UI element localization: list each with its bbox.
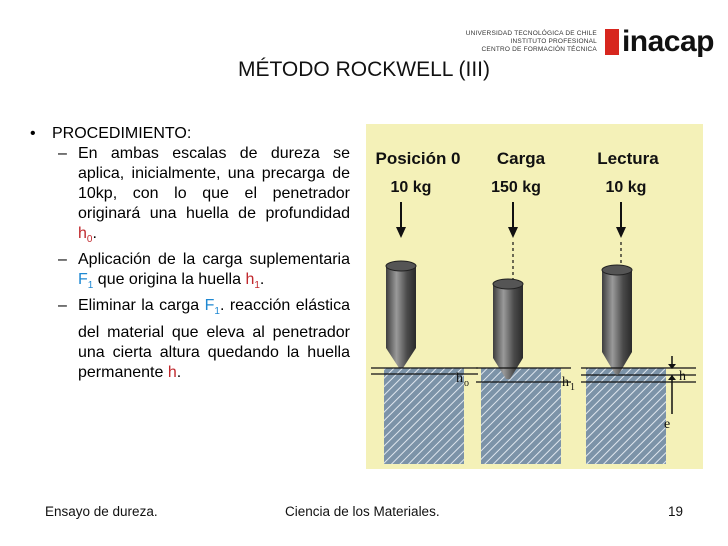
university-line: UNIVERSIDAD TECNOLÓGICA DE CHILE [465,30,597,37]
var-f: F [204,297,215,315]
sub-item-mid: que origina la huella [93,271,246,289]
var-sub: 0 [86,234,93,246]
bullet-procedimiento [30,124,350,144]
var-f: F [78,271,88,289]
sub-item-text: En ambas escalas de dureza se aplica, inicialmente, una precarga de 10kp, con lo que el penetrador originará una huella de profundidad [78,145,350,222]
footer-center: Ciencia de los Materiales. [285,504,440,519]
stage-title: Lectura [597,149,659,168]
load-arrow [396,202,406,238]
stage-load: 10 kg [390,179,432,196]
footer-left: Ensayo de dureza. [45,504,158,519]
sub-item-text: Aplicación de la carga suplementaria [78,251,350,269]
sub-item-3 [58,296,350,382]
logo-red-mark [605,29,619,55]
inacap-logo [605,25,714,59]
page-number: 19 [668,504,684,519]
sub-item-end: . [92,225,97,242]
var-sub: 1 [254,280,260,292]
sub-item-end: . [176,363,182,381]
depth-sub: o [464,378,469,389]
stage-title: Carga [496,149,546,168]
dash-marker: – [58,145,67,162]
stage-load: 150 kg [491,179,541,196]
var-sub: 1 [87,280,94,292]
elastic-label: e [664,417,671,432]
indenter [386,261,416,368]
indenter [602,265,632,374]
specimen-block [384,368,464,464]
brand-name: inacap [621,25,714,58]
var-h: h [78,225,87,242]
stage-load: 10 kg [605,179,647,196]
sub-item-mid: . reacción elástica del material que eleva al penetrador una cierta altura quedando la huella permanente [78,297,350,381]
bullet-dot: • [30,125,36,142]
sub-item-text: Eliminar la carga [78,297,205,315]
var-h: h [245,271,255,289]
depth-label: h [456,371,463,386]
dash-marker: – [58,297,67,315]
load-arrow [616,202,626,238]
load-arrow [508,202,518,238]
university-line: INSTITUTO PROFESIONAL [510,38,597,45]
sub-item-end: . [259,271,265,289]
dimension-arrow [668,356,676,414]
sub-item-1 [58,144,350,250]
rockwell-diagram [366,124,703,469]
indenter [493,279,523,379]
depth-label: h [562,375,569,390]
stage-title: Posición 0 [375,149,461,168]
depth-sub: 1 [570,382,575,393]
rockwell-diagram-svg [366,124,703,469]
slide-content [30,124,350,383]
var-h: h [167,363,177,381]
slide-title: MÉTODO ROCKWELL (III) [237,58,491,81]
var-sub: 1 [214,306,220,318]
bullet-label: PROCEDIMIENTO: [52,125,192,142]
sub-item-2 [58,250,350,296]
depth-label: h [679,369,686,384]
university-line: CENTRO DE FORMACIÓN TÉCNICA [481,46,597,53]
dash-marker: – [58,251,67,269]
university-text [466,30,597,54]
header-logo [466,22,714,62]
